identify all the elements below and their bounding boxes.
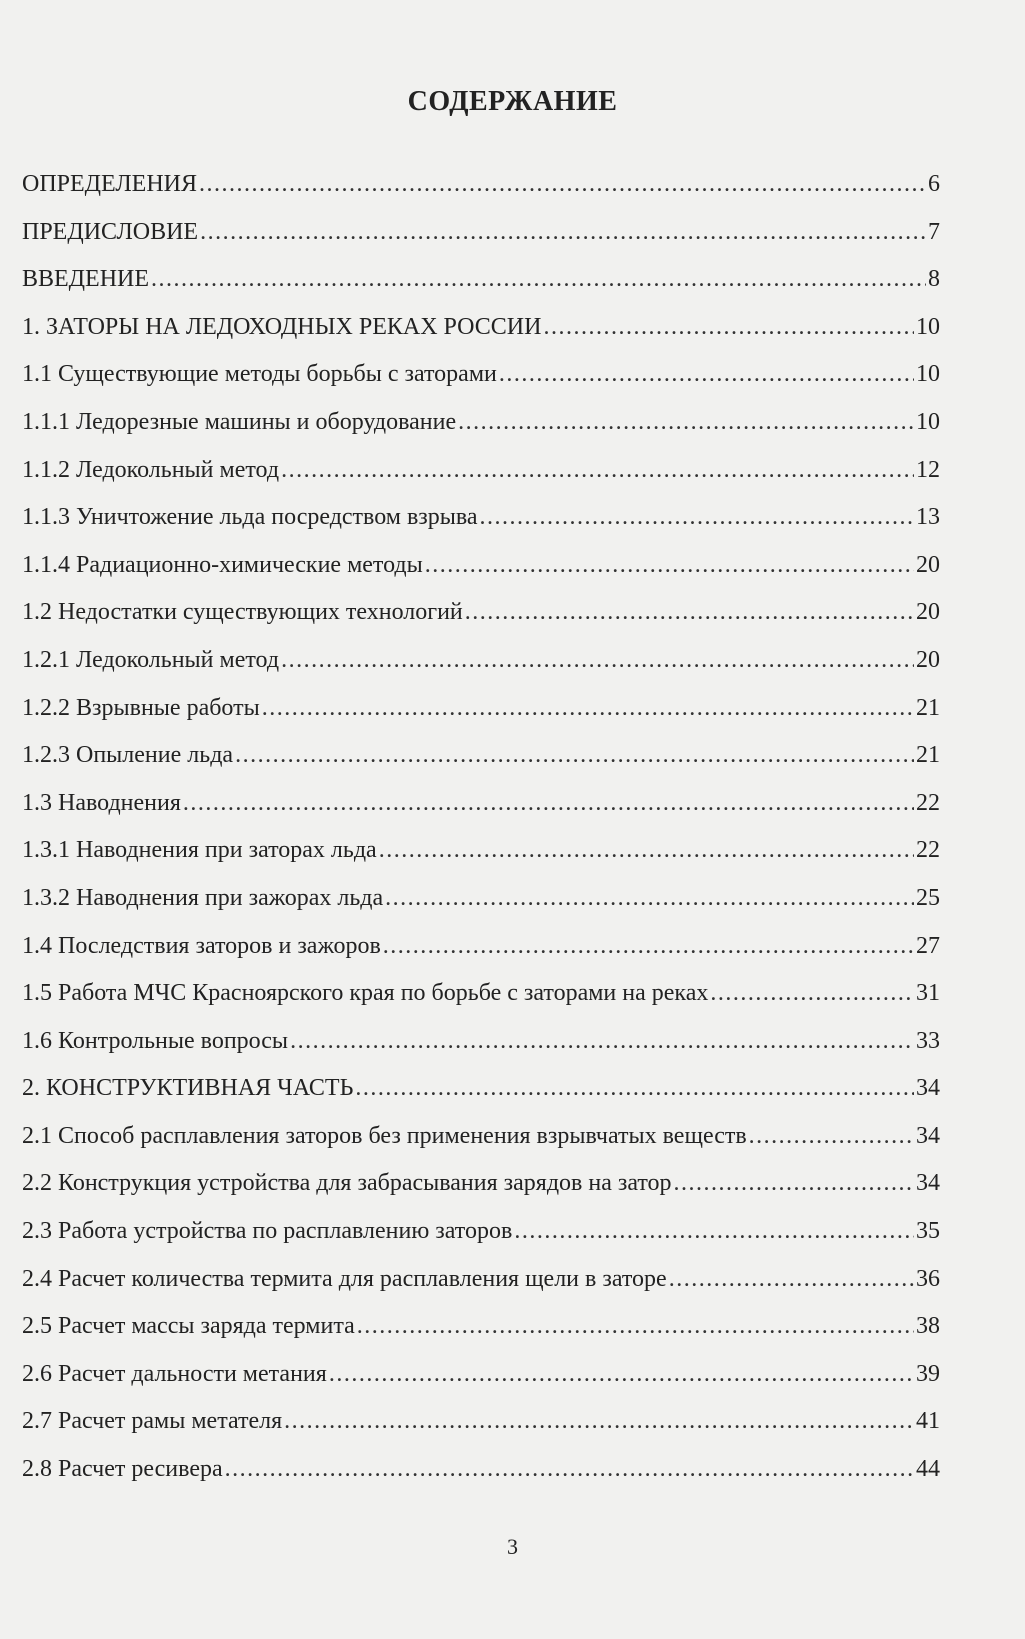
toc-entry <box>22 505 940 553</box>
toc-entry <box>22 410 940 458</box>
toc-entry <box>22 1362 940 1410</box>
toc-entry <box>22 1409 940 1457</box>
toc-entry-page: 34 <box>916 1170 940 1197</box>
toc-entry-label: ВВЕДЕНИЕ <box>22 266 150 293</box>
toc-entry-label: 1.1.2 Ледокольный метод <box>22 456 280 483</box>
toc-entry-label: 2.4 Расчет количества термита для расплавления щели в заторе <box>22 1265 667 1292</box>
toc-leader-dots <box>383 934 914 958</box>
toc-entry-page: 38 <box>916 1313 940 1340</box>
toc-entry-page: 33 <box>916 1027 940 1054</box>
page-number: 3 <box>507 1534 518 1559</box>
toc-leader-dots <box>281 648 914 672</box>
toc-entry <box>22 362 940 410</box>
toc-leader-dots <box>425 553 914 577</box>
toc-entry-label: 2.8 Расчет ресивера <box>22 1456 223 1483</box>
toc-entry-label: 2.6 Расчет дальности метания <box>22 1360 327 1387</box>
toc-entry-page: 31 <box>916 980 940 1007</box>
toc-entry-label: 1.3.2 Наводнения при зажорах льда <box>22 884 384 911</box>
toc-entry-label: 1.6 Контрольные вопросы <box>22 1027 289 1054</box>
toc-entry-label: 1.5 Работа МЧС Красноярского края по борьбе с заторами на реках <box>22 980 709 1007</box>
toc-entry-page: 34 <box>916 1122 940 1149</box>
toc-leader-dots <box>199 172 926 196</box>
toc-entry <box>22 743 940 791</box>
table-of-contents <box>22 172 940 1505</box>
toc-leader-dots <box>355 1076 914 1100</box>
toc-entry-page: 21 <box>916 694 940 721</box>
page-title: СОДЕРЖАНИЕ <box>407 86 618 117</box>
toc-entry-label: 1.4 Последствия заторов и зажоров <box>22 932 381 959</box>
toc-entry-label: 2. КОНСТРУКТИВНАЯ ЧАСТЬ <box>22 1075 354 1102</box>
toc-leader-dots <box>235 743 914 767</box>
toc-entry <box>22 1314 940 1362</box>
toc-entry-page: 22 <box>916 837 940 864</box>
toc-leader-dots <box>749 1124 914 1148</box>
toc-entry-label: 1.2.3 Опыление льда <box>22 742 234 769</box>
toc-entry-page: 41 <box>916 1408 940 1435</box>
toc-entry <box>22 458 940 506</box>
toc-leader-dots <box>329 1362 914 1386</box>
toc-entry-page: 39 <box>916 1360 940 1387</box>
toc-entry <box>22 1219 940 1267</box>
toc-entry-page: 8 <box>928 266 940 293</box>
toc-entry-label: 1.3 Наводнения <box>22 789 181 816</box>
toc-entry <box>22 886 940 934</box>
toc-entry <box>22 553 940 601</box>
toc-entry-label: 1.3.1 Наводнения при заторах льда <box>22 837 377 864</box>
toc-entry-label: 2.3 Работа устройства по расплавлению заторов <box>22 1218 513 1245</box>
toc-entry <box>22 648 940 696</box>
toc-entry-page: 34 <box>916 1075 940 1102</box>
toc-entry <box>22 696 940 744</box>
toc-entry-label: 1.2.2 Взрывные работы <box>22 694 260 721</box>
toc-entry-label: 1.1.3 Уничтожение льда посредством взрыва <box>22 504 478 531</box>
toc-entry-label: 1.2 Недостатки существующих технологий <box>22 599 463 626</box>
toc-entry-page: 36 <box>916 1265 940 1292</box>
toc-entry-page: 6 <box>928 171 940 197</box>
toc-entry-page: 12 <box>916 456 940 483</box>
toc-leader-dots <box>465 600 914 624</box>
toc-entry <box>22 934 940 982</box>
toc-entry-label: 1.2.1 Ледокольный метод <box>22 646 280 673</box>
toc-entry <box>22 267 940 315</box>
toc-entry <box>22 172 940 220</box>
toc-entry-page: 7 <box>928 218 940 245</box>
toc-entry <box>22 838 940 886</box>
toc-entry-label: 1.1 Существующие методы борьбы с заторами <box>22 361 497 388</box>
toc-entry-label: 1.1.4 Радиационно-химические методы <box>22 551 423 578</box>
toc-leader-dots <box>480 505 914 529</box>
toc-entry <box>22 600 940 648</box>
toc-leader-dots <box>225 1457 914 1481</box>
toc-leader-dots <box>284 1409 914 1433</box>
toc-entry-page: 21 <box>916 742 940 769</box>
toc-entry-page: 27 <box>916 932 940 959</box>
toc-leader-dots <box>281 458 914 482</box>
toc-entry-page: 35 <box>916 1218 940 1245</box>
toc-entry <box>22 1124 940 1172</box>
toc-entry-label: ПРЕДИСЛОВИЕ <box>22 218 199 245</box>
toc-entry-page: 20 <box>916 551 940 578</box>
toc-entry-page: 10 <box>916 361 940 388</box>
toc-entry-label: 2.5 Расчет массы заряда термита <box>22 1313 355 1340</box>
toc-entry <box>22 315 940 363</box>
toc-entry-label: ОПРЕДЕЛЕНИЯ <box>22 171 197 197</box>
toc-leader-dots <box>151 267 926 291</box>
toc-entry-page: 10 <box>916 313 940 340</box>
toc-entry-label: 2.7 Расчет рамы метателя <box>22 1408 283 1435</box>
toc-entry-page: 10 <box>916 408 940 435</box>
toc-entry-label: 1. ЗАТОРЫ НА ЛЕДОХОДНЫХ РЕКАХ РОССИИ <box>22 313 542 340</box>
toc-leader-dots <box>514 1219 914 1243</box>
toc-entry-label: 2.2 Конструкция устройства для забрасывания зарядов на затор <box>22 1170 672 1197</box>
toc-entry <box>22 1171 940 1219</box>
toc-leader-dots <box>710 981 914 1005</box>
toc-entry <box>22 791 940 839</box>
toc-entry <box>22 981 940 1029</box>
toc-leader-dots <box>183 791 914 815</box>
toc-entry <box>22 1267 940 1315</box>
toc-leader-dots <box>290 1029 914 1053</box>
toc-entry-page: 20 <box>916 646 940 673</box>
toc-leader-dots <box>357 1314 914 1338</box>
toc-entry <box>22 1076 940 1124</box>
toc-entry-page: 22 <box>916 789 940 816</box>
toc-entry-page: 13 <box>916 504 940 531</box>
toc-leader-dots <box>674 1171 914 1195</box>
toc-entry-label: 1.1.1 Ледорезные машины и оборудование <box>22 408 457 435</box>
toc-leader-dots <box>458 410 914 434</box>
toc-leader-dots <box>200 220 926 244</box>
toc-entry <box>22 1029 940 1077</box>
toc-leader-dots <box>385 886 914 910</box>
toc-entry-label: 2.1 Способ расплавления заторов без применения взрывчатых веществ <box>22 1122 747 1149</box>
toc-leader-dots <box>499 362 914 386</box>
toc-entry-page: 20 <box>916 599 940 626</box>
toc-entry <box>22 220 940 268</box>
toc-entry-page: 25 <box>916 884 940 911</box>
toc-leader-dots <box>543 315 914 339</box>
toc-entry-page: 44 <box>916 1456 940 1483</box>
toc-leader-dots <box>669 1267 914 1291</box>
toc-entry <box>22 1457 940 1505</box>
toc-leader-dots <box>379 838 914 862</box>
toc-leader-dots <box>262 696 914 720</box>
